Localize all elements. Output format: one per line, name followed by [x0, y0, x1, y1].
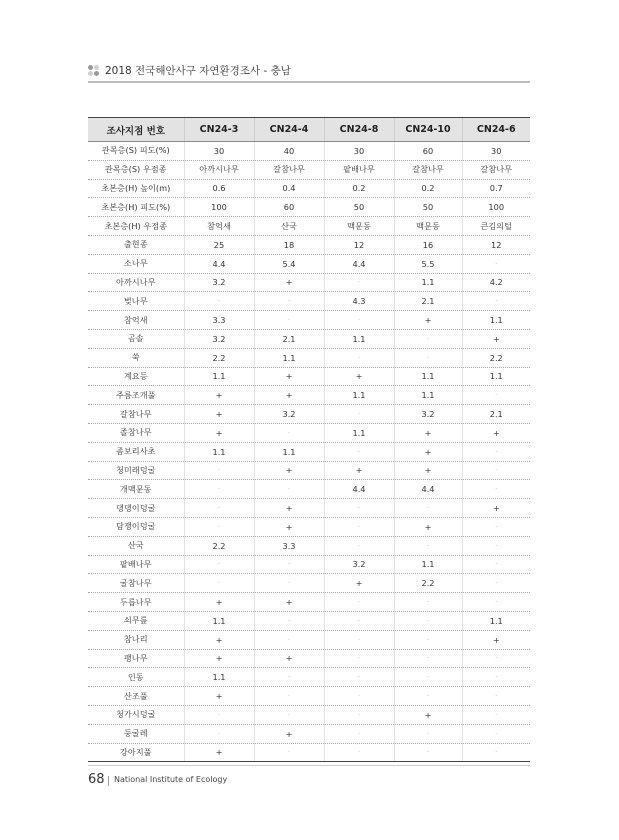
row-label: 벚나무	[88, 292, 184, 311]
table-cell: ·	[254, 555, 324, 574]
table-row	[88, 142, 530, 161]
table-row	[88, 235, 530, 254]
table-row	[88, 687, 530, 706]
table-cell: ·	[462, 574, 530, 593]
table-cell: ·	[254, 668, 324, 687]
table-cell: +	[394, 517, 462, 536]
table-cell: 1.1	[324, 423, 394, 442]
table-cell: 3.3	[254, 536, 324, 555]
table-cell: ·	[254, 687, 324, 706]
table-cell: ·	[254, 292, 324, 311]
table-cell: ·	[324, 724, 394, 743]
table-row	[88, 273, 530, 292]
table-cell: 12	[462, 235, 530, 254]
table-row	[88, 499, 530, 518]
table-cell: +	[184, 386, 254, 405]
table-cell: ·	[462, 555, 530, 574]
table-cell: +	[394, 705, 462, 724]
table-cell: ·	[324, 517, 394, 536]
vegetation-survey-table	[88, 117, 530, 762]
table-cell: ·	[324, 405, 394, 424]
row-label: 쑥	[88, 348, 184, 367]
row-label: 인동	[88, 668, 184, 687]
table-cell: 1.1	[184, 611, 254, 630]
table-row	[88, 405, 530, 424]
row-label: 참나리	[88, 630, 184, 649]
row-label: 팽나무	[88, 649, 184, 668]
table-cell: ·	[462, 442, 530, 461]
column-header-cn24-10: CN24-10	[394, 118, 462, 142]
table-cell: ·	[462, 593, 530, 612]
table-cell: ·	[462, 743, 530, 762]
table-cell: ·	[324, 311, 394, 330]
row-label: 쇠무릎	[88, 611, 184, 630]
table-cell: 1.1	[254, 348, 324, 367]
table-cell: ·	[184, 461, 254, 480]
table-cell: 4.4	[184, 254, 254, 273]
table-cell: ·	[254, 480, 324, 499]
row-label: 졸참나무	[88, 423, 184, 442]
table-cell: 2.2	[184, 536, 254, 555]
table-row	[88, 367, 530, 386]
table-cell: +	[254, 499, 324, 518]
table-cell: ·	[462, 480, 530, 499]
row-label: 관목층(S) 피도(%)	[88, 142, 184, 161]
dots-icon	[88, 65, 100, 77]
table-cell: ·	[254, 743, 324, 762]
table-cell: ·	[254, 611, 324, 630]
table-row	[88, 461, 530, 480]
table-cell: ·	[462, 254, 530, 273]
table-cell: ·	[462, 461, 530, 480]
table-cell: ·	[394, 329, 462, 348]
table-cell: +	[254, 517, 324, 536]
table-cell: ·	[394, 649, 462, 668]
table-row	[88, 743, 530, 762]
table-cell: ·	[254, 311, 324, 330]
table-cell: ·	[324, 348, 394, 367]
table-cell: +	[324, 367, 394, 386]
table-cell: 1.1	[324, 329, 394, 348]
table-cell: +	[184, 649, 254, 668]
table-cell: 큰김의털	[462, 217, 530, 236]
table-cell: 4.2	[462, 273, 530, 292]
row-label: 관목층(S) 우점종	[88, 160, 184, 179]
table-row	[88, 630, 530, 649]
table-cell: +	[184, 743, 254, 762]
table-cell: ·	[324, 593, 394, 612]
table-cell: +	[254, 593, 324, 612]
table-cell: 40	[254, 142, 324, 161]
table-cell: ·	[324, 273, 394, 292]
table-cell: 50	[394, 198, 462, 217]
row-label: 담쟁이덩굴	[88, 517, 184, 536]
table-cell: 2.1	[462, 405, 530, 424]
table-cell: ·	[324, 705, 394, 724]
table-cell: 2.2	[462, 348, 530, 367]
table-cell: 2.1	[254, 329, 324, 348]
table-row	[88, 292, 530, 311]
table-row	[88, 386, 530, 405]
table-cell: 1.1	[254, 442, 324, 461]
table-cell: ·	[184, 705, 254, 724]
table-row	[88, 649, 530, 668]
table-row	[88, 311, 530, 330]
table-cell: +	[394, 311, 462, 330]
row-label: 청가시덩굴	[88, 705, 184, 724]
table-cell: ·	[324, 442, 394, 461]
table-cell: ·	[324, 536, 394, 555]
table-header-row	[88, 118, 530, 142]
row-label: 주름조개풀	[88, 386, 184, 405]
table-cell: +	[462, 329, 530, 348]
table-cell: 16	[394, 235, 462, 254]
table-cell: 산국	[254, 217, 324, 236]
table-body	[88, 142, 530, 762]
table-cell: 3.3	[184, 311, 254, 330]
table-cell: ·	[184, 499, 254, 518]
table-row	[88, 517, 530, 536]
table-cell: ·	[394, 630, 462, 649]
table-cell: ·	[254, 574, 324, 593]
row-label: 개맥문동	[88, 480, 184, 499]
table-row	[88, 254, 530, 273]
table-cell: ·	[394, 724, 462, 743]
table-cell: ·	[462, 668, 530, 687]
table-cell: +	[394, 461, 462, 480]
table-cell: +	[462, 499, 530, 518]
table-cell: ·	[394, 536, 462, 555]
table-row	[88, 611, 530, 630]
table-cell: ·	[462, 649, 530, 668]
table-cell: 0.6	[184, 179, 254, 198]
column-header-cn24-6: CN24-6	[462, 118, 530, 142]
table-cell: 3.2	[254, 405, 324, 424]
table-cell: 100	[462, 198, 530, 217]
row-label: 강아지풀	[88, 743, 184, 762]
table-cell: 60	[394, 142, 462, 161]
table-cell: +	[184, 687, 254, 706]
table-cell: 2.2	[394, 574, 462, 593]
table-cell: 1.1	[324, 386, 394, 405]
table-cell: +	[394, 423, 462, 442]
table-row	[88, 160, 530, 179]
table-cell: 12	[324, 235, 394, 254]
table-cell: 5.5	[394, 254, 462, 273]
table-row	[88, 348, 530, 367]
table-cell: ·	[462, 705, 530, 724]
row-label: 갈참나무	[88, 405, 184, 424]
table-cell: 3.2	[324, 555, 394, 574]
table-cell: ·	[324, 630, 394, 649]
row-label: 아까시나무	[88, 273, 184, 292]
table-cell: ·	[324, 611, 394, 630]
table-cell: ·	[254, 423, 324, 442]
table-cell: 50	[324, 198, 394, 217]
table-cell: 2.1	[394, 292, 462, 311]
row-label: 굴참나무	[88, 574, 184, 593]
table-row	[88, 593, 530, 612]
table-cell: +	[254, 649, 324, 668]
table-cell: ·	[462, 724, 530, 743]
table-cell: ·	[394, 593, 462, 612]
table-cell: +	[254, 273, 324, 292]
table-cell: 100	[184, 198, 254, 217]
table-cell: 갈참나무	[462, 160, 530, 179]
table-row	[88, 442, 530, 461]
table-cell: ·	[462, 517, 530, 536]
table-row	[88, 423, 530, 442]
row-label: 산조풀	[88, 687, 184, 706]
footer-separator	[108, 776, 109, 786]
column-header-cn24-3: CN24-3	[184, 118, 254, 142]
table-cell: ·	[184, 555, 254, 574]
table-cell: 갈참나무	[254, 160, 324, 179]
table-row	[88, 536, 530, 555]
table-cell: 1.1	[394, 555, 462, 574]
footer-divider	[88, 765, 530, 766]
row-label: 좀보리사초	[88, 442, 184, 461]
table-cell: ·	[324, 499, 394, 518]
table-row	[88, 555, 530, 574]
table-cell: ·	[184, 292, 254, 311]
table-cell: +	[394, 442, 462, 461]
table-cell: ·	[184, 574, 254, 593]
footer-institution: National Institute of Ecology	[114, 775, 228, 784]
table-cell: +	[184, 405, 254, 424]
table-cell: ·	[462, 687, 530, 706]
table-cell: 1.1	[394, 367, 462, 386]
table-cell: +	[254, 724, 324, 743]
table-row	[88, 574, 530, 593]
header-divider	[88, 81, 530, 83]
table-cell: 3.2	[184, 329, 254, 348]
table-cell: +	[254, 461, 324, 480]
table-cell: 1.1	[462, 611, 530, 630]
row-label: 곰솔	[88, 329, 184, 348]
table-cell: ·	[394, 499, 462, 518]
row-label: 출현종	[88, 235, 184, 254]
table-cell: 30	[462, 142, 530, 161]
table-row	[88, 329, 530, 348]
row-label: 팥배나무	[88, 555, 184, 574]
column-header-cn24-8: CN24-8	[324, 118, 394, 142]
table-cell: 25	[184, 235, 254, 254]
table-cell: ·	[394, 687, 462, 706]
table-cell: +	[462, 423, 530, 442]
table-row	[88, 179, 530, 198]
table-cell: 3.2	[184, 273, 254, 292]
table-cell: 1.1	[394, 273, 462, 292]
table-cell: ·	[462, 536, 530, 555]
row-label: 계요등	[88, 367, 184, 386]
table-cell: ·	[324, 743, 394, 762]
table-cell: 1.1	[184, 668, 254, 687]
row-label: 초본층(H) 우점종	[88, 217, 184, 236]
table-cell: 4.4	[394, 480, 462, 499]
table-cell: +	[462, 630, 530, 649]
table-cell: ·	[324, 668, 394, 687]
table-cell: 60	[254, 198, 324, 217]
table-cell: 1.1	[462, 367, 530, 386]
table-cell: 1.1	[394, 386, 462, 405]
row-label: 초본층(H) 피도(%)	[88, 198, 184, 217]
table-cell: +	[184, 630, 254, 649]
header-title: 2018 전국해안사구 자연환경조사 - 충남	[105, 65, 291, 77]
table-cell: 5.4	[254, 254, 324, 273]
row-label: 산국	[88, 536, 184, 555]
row-label: 소나무	[88, 254, 184, 273]
table-row	[88, 705, 530, 724]
table-cell: 참억새	[184, 217, 254, 236]
column-header-site: 조사지점 번호	[88, 118, 184, 142]
table-cell: +	[184, 593, 254, 612]
table-cell: +	[324, 461, 394, 480]
table-cell: 맥문동	[394, 217, 462, 236]
table-cell: 30	[184, 142, 254, 161]
table-cell: 30	[324, 142, 394, 161]
table-cell: ·	[462, 292, 530, 311]
table-cell: +	[184, 423, 254, 442]
page-number: 68	[88, 772, 105, 787]
table-cell: ·	[254, 630, 324, 649]
table-cell: ·	[394, 348, 462, 367]
table-row	[88, 217, 530, 236]
table-cell: 4.4	[324, 480, 394, 499]
table-cell: 1.1	[462, 311, 530, 330]
table-cell: +	[254, 367, 324, 386]
table-cell: ·	[394, 668, 462, 687]
table-cell: +	[324, 574, 394, 593]
row-label: 댕댕이덩굴	[88, 499, 184, 518]
table-cell: 0.7	[462, 179, 530, 198]
table-row	[88, 668, 530, 687]
table-cell: ·	[184, 517, 254, 536]
table-cell: 0.2	[324, 179, 394, 198]
table-cell: 4.3	[324, 292, 394, 311]
table-cell: 아까시나무	[184, 160, 254, 179]
row-label: 참억새	[88, 311, 184, 330]
table-cell: 3.2	[394, 405, 462, 424]
row-label: 두릅나무	[88, 593, 184, 612]
column-header-cn24-4: CN24-4	[254, 118, 324, 142]
running-header	[88, 63, 530, 81]
table-cell: ·	[254, 705, 324, 724]
table-cell: 갈참나무	[394, 160, 462, 179]
table-cell: +	[254, 386, 324, 405]
table-row	[88, 724, 530, 743]
table-cell: 4.4	[324, 254, 394, 273]
table-cell: 팥배나무	[324, 160, 394, 179]
table-cell: ·	[184, 480, 254, 499]
table-cell: ·	[184, 724, 254, 743]
table-cell: ·	[324, 649, 394, 668]
row-label: 초본층(H) 높이(m)	[88, 179, 184, 198]
table-cell: ·	[462, 386, 530, 405]
table-row	[88, 480, 530, 499]
table-cell: 2.2	[184, 348, 254, 367]
table-cell: 18	[254, 235, 324, 254]
table-row	[88, 198, 530, 217]
table-cell: 1.1	[184, 442, 254, 461]
table-cell: ·	[394, 611, 462, 630]
table-cell: 0.2	[394, 179, 462, 198]
table-cell: 맥문동	[324, 217, 394, 236]
table-cell: ·	[394, 743, 462, 762]
table-cell: ·	[324, 687, 394, 706]
row-label: 둥굴레	[88, 724, 184, 743]
row-label: 청미래덩굴	[88, 461, 184, 480]
table-cell: 1.1	[184, 367, 254, 386]
table-cell: 0.4	[254, 179, 324, 198]
